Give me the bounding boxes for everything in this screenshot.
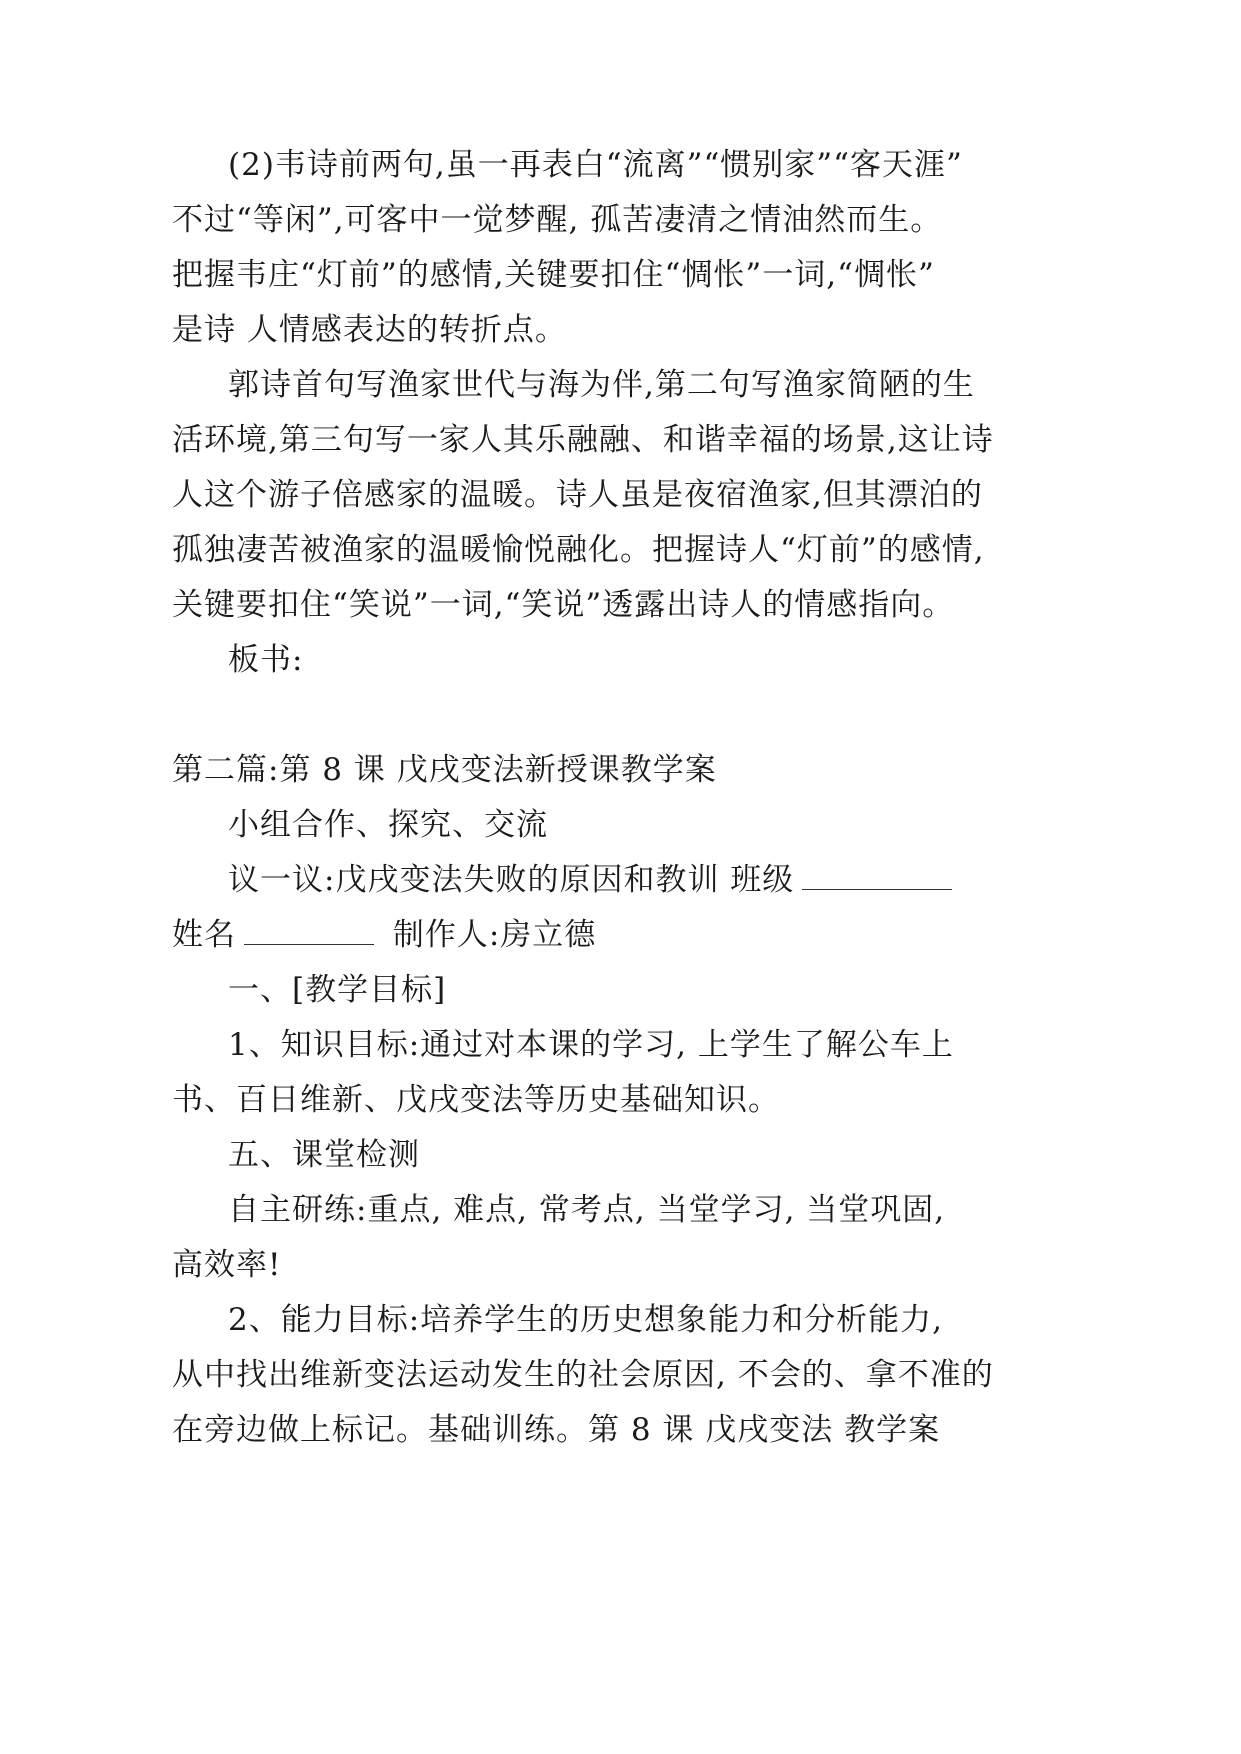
paragraph-line: 人这个游子倍感家的温暖。诗人虽是夜宿渔家,但其漂泊的: [172, 477, 983, 513]
paragraph-line: 1、知识目标:通过对本课的学习, 上学生了解公车上: [228, 1027, 954, 1063]
name-blank: [244, 916, 374, 945]
paragraph-line: 一、[教学目标]: [228, 972, 447, 1008]
paragraph-line: [172, 915, 596, 955]
paragraph-line: 孤独凄苦被渔家的温暖愉悦融化。把握诗人“灯前”的感情,: [172, 532, 985, 568]
paragraph-line: 活环境,第三句写一家人其乐融融、和谐幸福的场景,这让诗: [172, 422, 994, 458]
paragraph-line: 高效率!: [172, 1247, 282, 1283]
class-blank: [802, 861, 952, 890]
paragraph-line: 关键要扣住“笑说”一词,“笑说”透露出诗人的情感指向。: [172, 587, 955, 623]
name-label: 姓名: [172, 917, 236, 953]
paragraph-line: 五、课堂检测: [228, 1137, 420, 1173]
paragraph-line: 小组合作、探究、交流: [228, 807, 548, 843]
paragraph-line: [228, 860, 960, 900]
paragraph-line: 把握韦庄“灯前”的感情,关键要扣住“惆怅”一词,“惆怅”: [172, 257, 935, 293]
blackboard-label: 板书:: [228, 642, 304, 678]
section-title: 第二篇:第 8 课 戊戌变法新授课教学案: [172, 752, 717, 788]
paragraph-line: 郭诗首句写渔家世代与海为伴,第二句写渔家简陋的生: [228, 367, 975, 403]
paragraph-line: 书、百日维新、戊戌变法等历史基础知识。: [172, 1082, 780, 1118]
paragraph-line: 从中找出维新变法运动发生的社会原因, 不会的、拿不准的: [172, 1357, 994, 1393]
paragraph-line: 不过“等闲”,可客中一觉梦醒, 孤苦凄清之情油然而生。: [172, 202, 943, 238]
paragraph-line: 是诗 人情感表达的转折点。: [172, 312, 567, 348]
paragraph-line: 自主研练:重点, 难点, 常考点, 当堂学习, 当堂巩固,: [228, 1192, 946, 1228]
author-label: 制作人:房立德: [392, 917, 597, 953]
paragraph-line: 在旁边做上标记。基础训练。第 8 课 戊戌变法 教学案: [172, 1412, 941, 1448]
paragraph-line: 2、能力目标:培养学生的历史想象能力和分析能力,: [228, 1302, 944, 1338]
discussion-text: 议一议:戊戌变法失败的原因和教训 班级: [228, 862, 795, 898]
paragraph-line: (2)韦诗前两句,虽一再表白“流离”“惯别家”“客天涯”: [228, 147, 963, 183]
